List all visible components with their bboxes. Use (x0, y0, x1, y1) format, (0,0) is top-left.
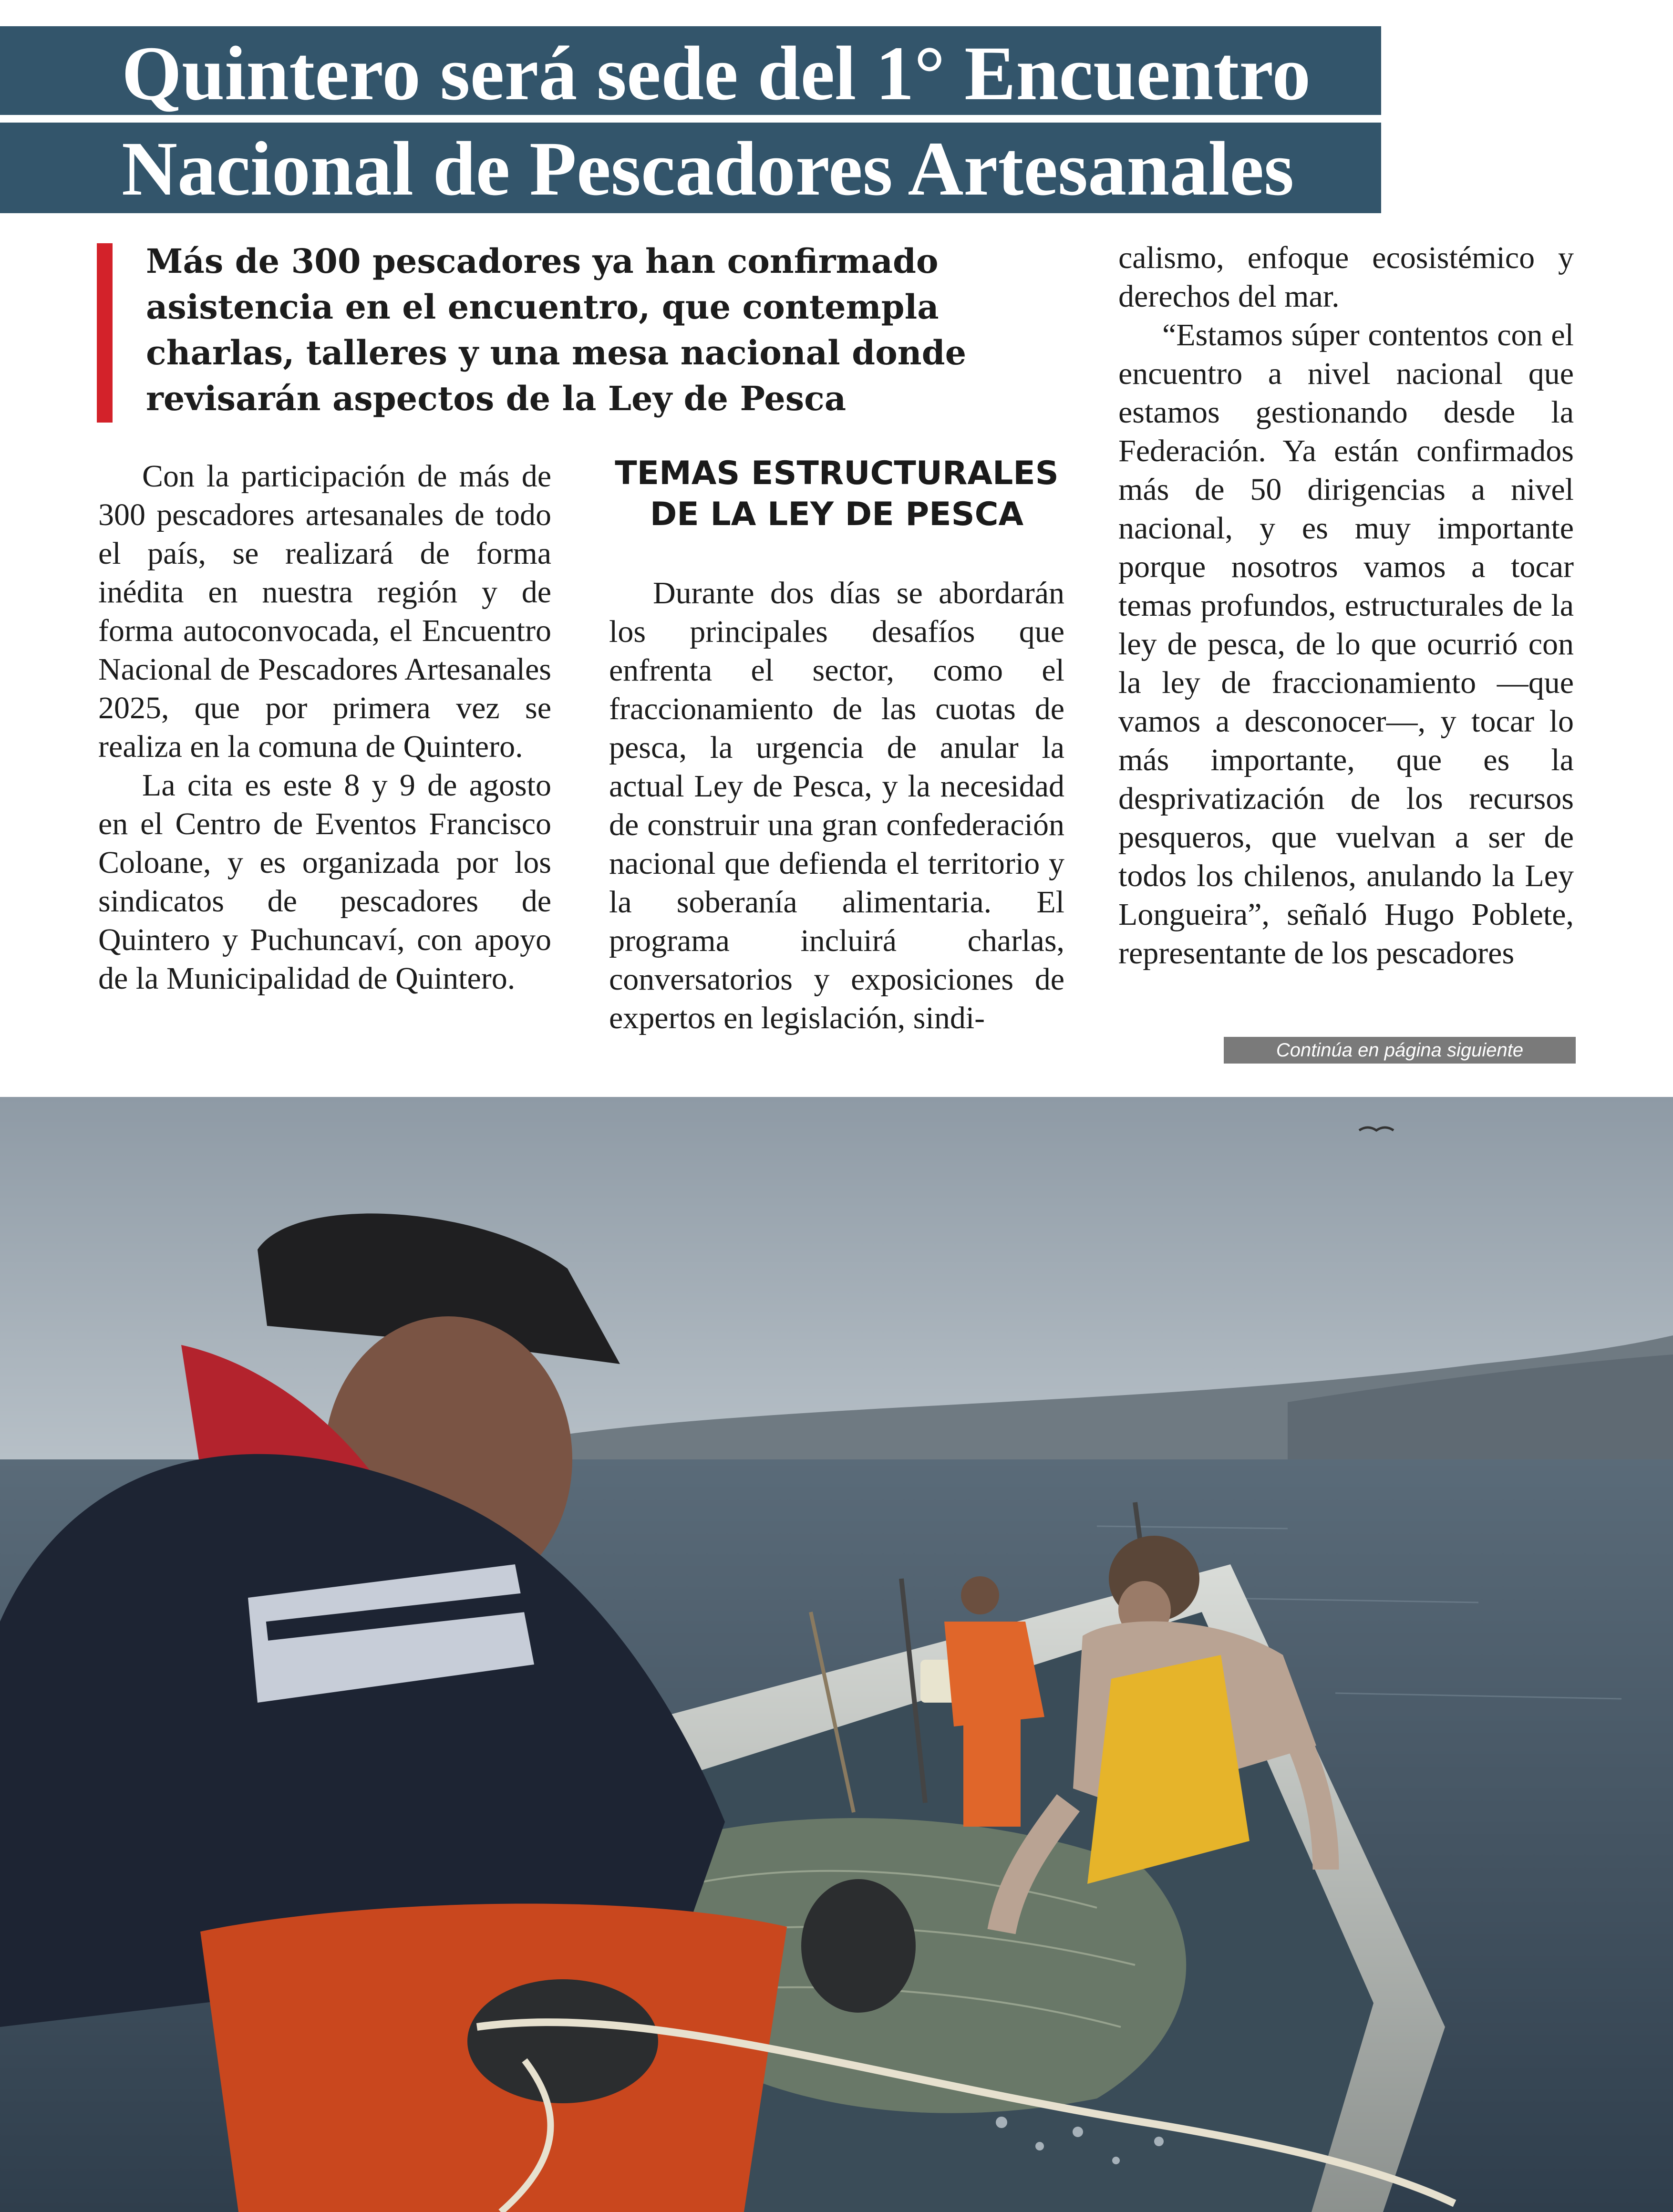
lead-paragraph: Más de 300 pescadores ya han confirmado asistencia en el encuentro, que contempla charlas, talleres y una mesa nacional donde revisarán aspectos de la Ley de Pesca (146, 241, 967, 418)
body-paragraph-continued: calismo, enfoque ecosistémico y derechos del mar. (1118, 240, 1574, 314)
column-3 (1118, 238, 1574, 972)
body-paragraph: Con la participación de más de 300 pescadores artesanales de todo el país, se realizará de forma inédita en nuestra región y de forma autoconvocada, el Encuentro Nacional de Pescadores Artesanales 2025, que por primera vez se realiza en la comuna de Quintero. (98, 459, 551, 764)
body-paragraph: La cita es este 8 y 9 de agosto en el Centro de Eventos Francisco Coloane, y es organizada por los sindicatos de pescadores de Quintero y Puchuncaví, con apoyo de la Municipalidad de Quintero. (98, 768, 551, 996)
photo-illustration (0, 1097, 1673, 2212)
headline-line-1: Quintero será sede del 1° Encuentro (122, 31, 1311, 116)
subheading-line-2: DE LA LEY DE PESCA (650, 496, 1024, 533)
fishermen-boat-photo (0, 1097, 1673, 2212)
body-paragraph: Durante dos días se abordarán los principales desafíos que enfrenta el sector, como el fraccionamiento de las cuotas de pesca, la urgencia de anular la actual Ley de Pesca, y la necesidad de construir una gran confederación nacional que defienda el territorio y la soberanía alimentaria. El programa incluirá charlas, conversatorios y exposiciones de expertos en legislación, sindi- (609, 576, 1064, 1035)
headline-line-2: Nacional de Pescadores Artesanales (122, 126, 1294, 212)
continued-next-page-label[interactable]: Continúa en página siguiente (1224, 1037, 1576, 1064)
subheading-line-1: TEMAS ESTRUCTURALES (615, 455, 1059, 492)
column-1 (98, 457, 551, 998)
column-2 (609, 574, 1064, 1037)
lead-accent-bar (97, 243, 113, 423)
body-paragraph: “Estamos súper contentos con el encuentro a nivel nacional que estamos gestionando desde la Federación. Ya están confirmados más de 50 dirigencias a nivel nacional, y es muy importante porque nosotros vamos a tocar temas profundos, estructurales de la ley de pesca, de lo que ocurrió con la ley de fraccionamiento —que vamos a desconocer—, y tocar lo más importante, que es la desprivatización de los recursos pesqueros, que vuelvan a ser de todos los chilenos, anulando la Ley Longueira”, señaló Hugo Poblete, representante de los pescadores (1118, 318, 1574, 971)
section-subheading (609, 453, 1064, 535)
